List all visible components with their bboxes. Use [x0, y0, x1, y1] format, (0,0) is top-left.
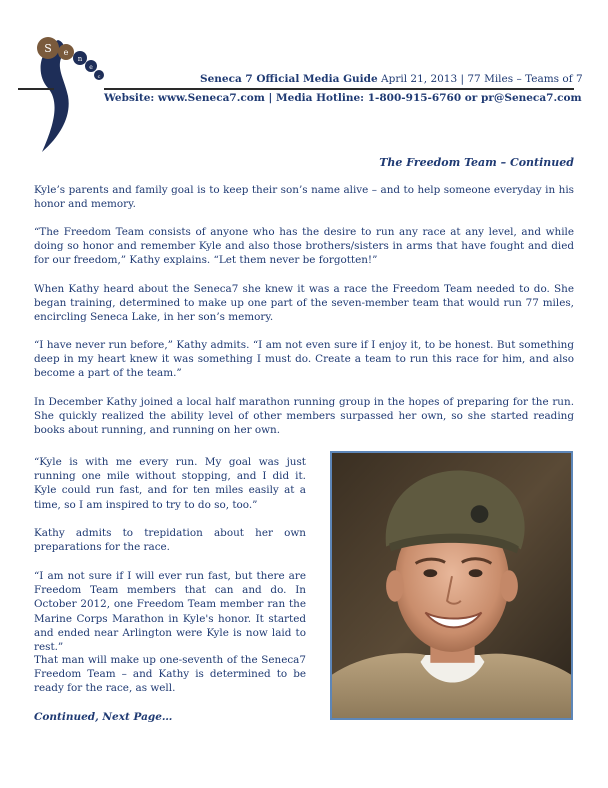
portrait-photo	[330, 451, 573, 720]
paragraph: When Kathy heard about the Seneca7 she knew it was a race the Freedom Team needed to do. She began training, determined to make up one part of the seven-member team that would run 77 miles, encircling Seneca Lake, in her son’s memory.	[34, 283, 574, 324]
paragraph: Kyle’s parents and family goal is to keep their son’s name alive – and to help someone everyday in his honor and memory.	[34, 184, 574, 211]
guide-title: Seneca 7 Official Media Guide	[200, 73, 378, 85]
contact-line: Website: www.Seneca7.com | Media Hotline: 1-800-915-6760 or pr@Seneca7.com	[104, 92, 582, 104]
svg-text:c: c	[97, 74, 101, 80]
guide-header	[200, 73, 583, 86]
portrait-illustration	[332, 453, 571, 718]
svg-text:n: n	[77, 55, 83, 63]
header-rule-left	[18, 88, 54, 90]
header-rule-right	[104, 88, 574, 90]
paragraph: “I have never run before,” Kathy admits. “I am not even sure if I enjoy it, to be honest. But something deep in my heart knew it was something I must do. Create a team to run this race for him, and also become a part of the team.”	[34, 339, 574, 380]
svg-text:S: S	[44, 42, 52, 55]
footprint-logo-icon	[28, 30, 108, 155]
continued-next-page-link[interactable]: Continued, Next Page…	[34, 711, 173, 723]
section-title: The Freedom Team – Continued	[379, 156, 574, 169]
svg-text:e: e	[63, 48, 69, 57]
side-paragraph: Kathy admits to trepidation about her own preparations for the race.	[34, 527, 306, 554]
side-paragraph: “Kyle is with me every run. My goal was just running one mile without stopping, and I did it. Kyle could run fast, and for ten miles easily at a time, so I am inspired to try to do so, too.”	[34, 456, 306, 511]
side-paragraph: That man will make up one-seventh of the Seneca7 Freedom Team – and Kathy is determined to be ready for the race, as well.	[34, 654, 306, 695]
guide-details: April 21, 2013 | 77 Miles – Teams of 7	[377, 73, 583, 85]
paragraph: In December Kathy joined a local half marathon running group in the hopes of preparing for the run. She quickly realized the ability level of other members surpassed her own, so she started reading books about running, and running on her own.	[34, 396, 574, 437]
paragraph: “The Freedom Team consists of anyone who has the desire to run any race at any level, and while doing so honor and remember Kyle and also those brothers/sisters in arms that have fought and died for our freedom,” Kathy explains. “Let them never be forgotten!”	[34, 226, 574, 267]
seneca-logo	[28, 30, 108, 155]
side-paragraph: “I am not sure if I will ever run fast, but there are Freedom Team members that can and do. In October 2012, one Freedom Team member ran the Marine Corps Marathon in Kyle's honor. It started and ended near Arlington were Kyle is now laid to rest.”	[34, 570, 306, 654]
svg-text:e: e	[89, 64, 93, 71]
